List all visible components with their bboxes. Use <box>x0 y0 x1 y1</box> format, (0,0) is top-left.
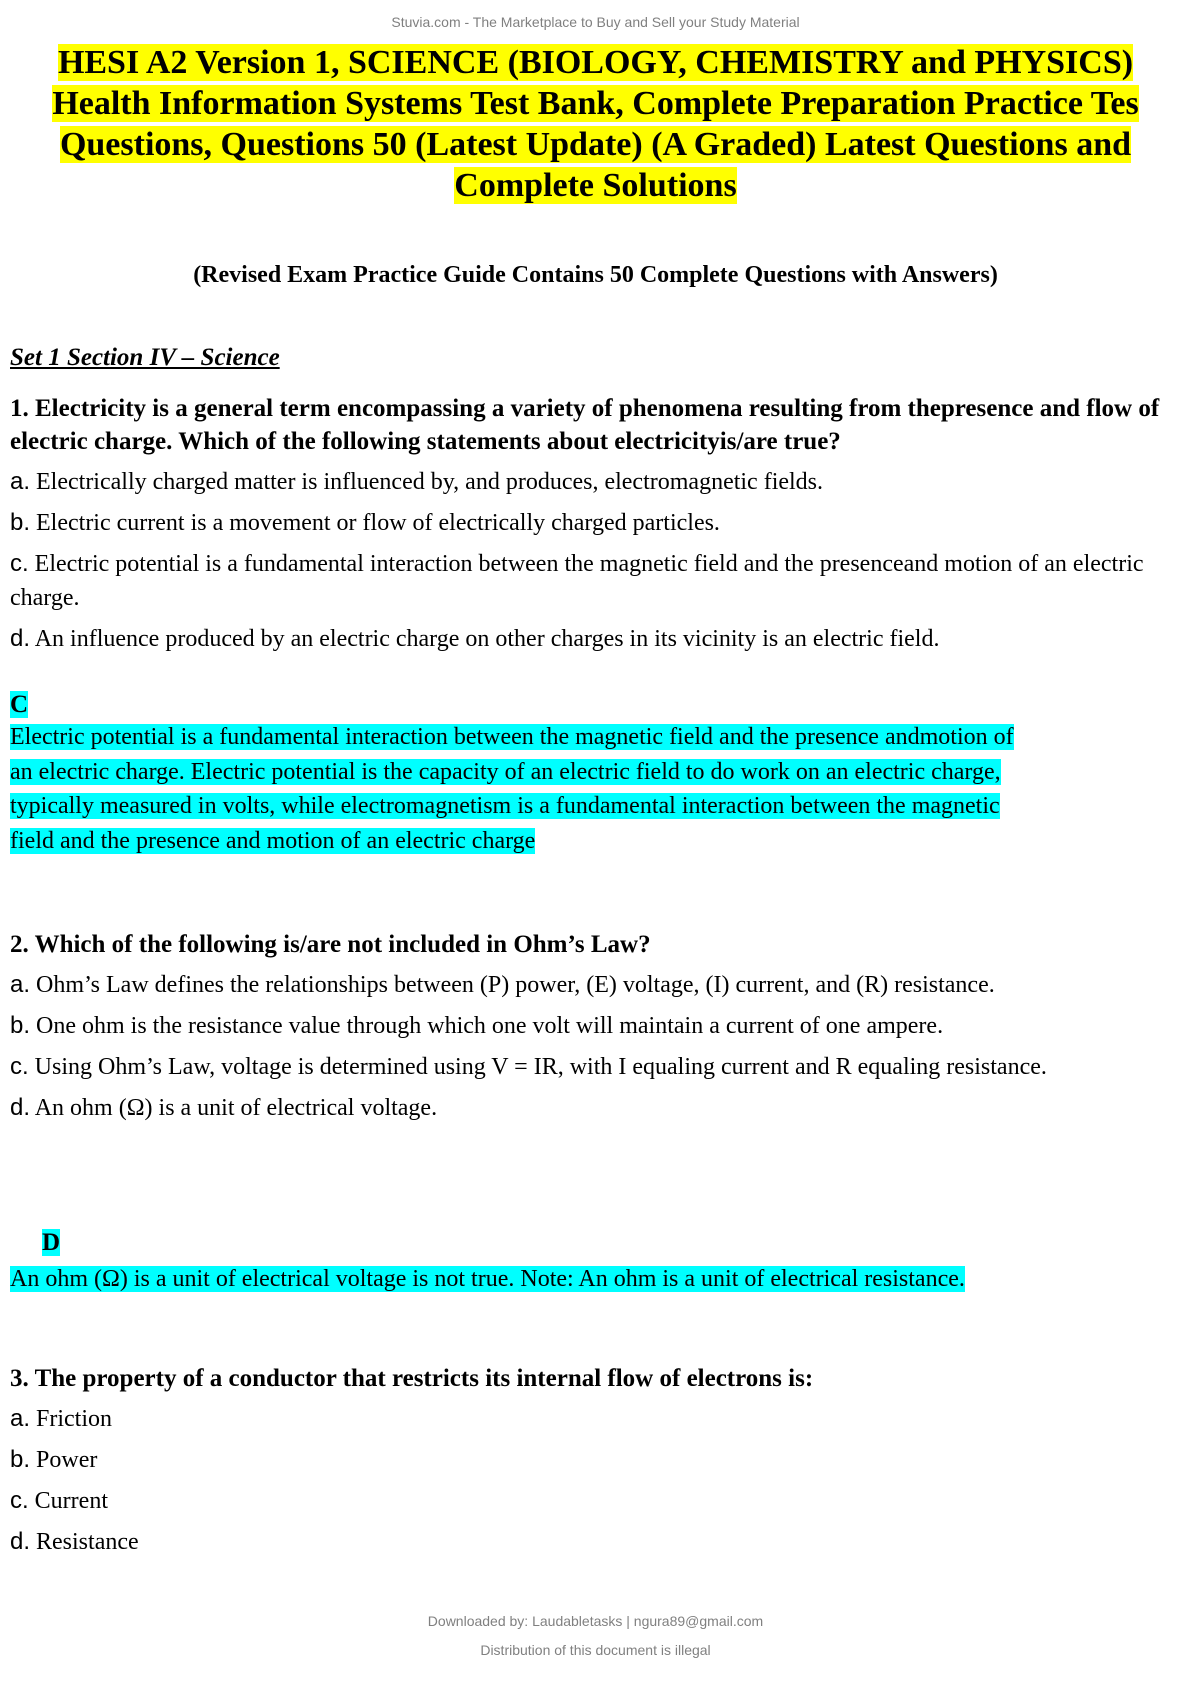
stuvia-header-banner: Stuvia.com - The Marketplace to Buy and Sell your Study Material <box>391 14 800 30</box>
answer-explanation: An ohm (Ω) is a unit of electrical voltage is not true. Note: An ohm is a unit of electrical resistance. <box>10 1266 965 1292</box>
question-3 <box>10 1362 1180 1559</box>
answer-1 <box>10 690 1180 858</box>
option-a: a. Ohm’s Law defines the relationships between (P) power, (E) voltage, (I) current, and (R) resistance. <box>10 971 995 998</box>
section-heading: Set 1 Section IV – Science <box>10 344 280 371</box>
document-title <box>20 42 1171 206</box>
question-text: 1. Electricity is a general term encompassing a variety of phenomena resulting from thepresence and flow of electric charge. Which of the following statements about electricityis/are true? <box>10 395 1160 455</box>
title-line: Questions, Questions 50 (Latest Update) (A Graded) Latest Questions and <box>59 126 1132 163</box>
question-1 <box>10 392 1180 656</box>
option-d: d. An ohm (Ω) is a unit of electrical voltage. <box>10 1094 438 1121</box>
document-subtitle: (Revised Exam Practice Guide Contains 50 Complete Questions with Answers) <box>193 262 998 288</box>
title-line: Health Information Systems Test Bank, Complete Preparation Practice Tes <box>52 85 1139 122</box>
option-b: b. One ohm is the resistance value through which one volt will maintain a current of one ampere. <box>10 1012 944 1039</box>
option-c: c. Electric potential is a fundamental interaction between the magnetic field and the presenceand motion of an electric charge. <box>10 550 1144 611</box>
title-line: Complete Solutions <box>454 167 737 204</box>
answer-letter: C <box>10 691 29 718</box>
option-d: d. Resistance <box>10 1528 139 1555</box>
footer-distribution-notice: Distribution of this document is illegal <box>480 1642 711 1658</box>
option-c: c. Using Ohm’s Law, voltage is determined using V = IR, with I equaling current and R equaling resistance. <box>10 1053 1047 1080</box>
option-d: d. An influence produced by an electric charge on other charges in its vicinity is an electric field. <box>10 625 940 652</box>
answer-2 <box>10 1228 1180 1297</box>
answer-letter: D <box>42 1229 61 1256</box>
option-b: b. Power <box>10 1446 98 1473</box>
footer-downloaded-by: Downloaded by: Laudabletasks | ngura89@gmail.com <box>427 1613 764 1629</box>
answer-explanation: Electric potential is a fundamental interaction between the magnetic field and the presence andmotion of an electric charge. Electric potential is the capacity of an electric field to do work on an electric charge, typically measured in volts, while electromagnetism is a fundamental interaction between the magnetic field and the presence and motion of an electric charge <box>10 724 1014 854</box>
option-c: c. Current <box>10 1487 108 1514</box>
question-text: 3. The property of a conductor that restricts its internal flow of electrons is: <box>10 1365 814 1392</box>
option-a: a. Electrically charged matter is influenced by, and produces, electromagnetic fields. <box>10 468 824 495</box>
title-line: HESI A2 Version 1, SCIENCE (BIOLOGY, CHEMISTRY and PHYSICS) <box>57 44 1134 81</box>
option-b: b. Electric current is a movement or flow of electrically charged particles. <box>10 509 720 536</box>
question-2 <box>10 928 1180 1125</box>
option-a: a. Friction <box>10 1405 113 1432</box>
question-text: 2. Which of the following is/are not included in Ohm’s Law? <box>10 931 651 958</box>
